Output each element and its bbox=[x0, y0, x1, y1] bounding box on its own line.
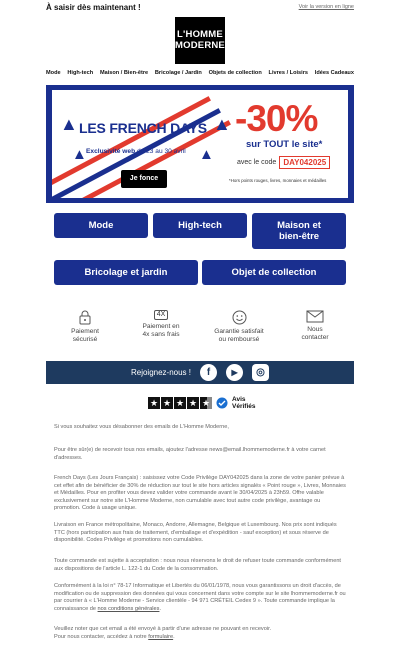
noreply-text: Veuillez noter que cet email a été envoyé à partir d'une adresse ne pouvant en recevoir. bbox=[54, 626, 272, 632]
social-label: Rejoignez-nous ! bbox=[130, 368, 192, 377]
avis-verifies-icon bbox=[216, 397, 228, 409]
lock-icon bbox=[79, 310, 91, 325]
web-version-link[interactable]: Voir la version en ligne bbox=[298, 4, 354, 10]
feature-secure-payment bbox=[60, 310, 110, 344]
order-acceptance-terms: Toute commande est sujette à acceptation : nous nous réservons le droit de refuser toute commande conformément aux dispositions de l'article L. 122-1 du Code de la consommation. bbox=[54, 558, 341, 572]
promo-code-prefix: avec le code bbox=[237, 159, 277, 166]
youtube-icon[interactable]: ▶ bbox=[226, 364, 243, 381]
feature-satisfaction-line1: Garantie satisfait bbox=[214, 328, 264, 335]
nav-item-cadeaux[interactable]: Idées Cadeaux bbox=[314, 70, 354, 76]
privacy-terms bbox=[54, 583, 346, 613]
avis-verifies-label bbox=[232, 396, 256, 410]
whitelist-text: Pour être sûr(e) de recevoir tous nos emails, ajoutez l'adresse news@email.lhommemoderne.fr à votre carnet d'adresses. bbox=[54, 447, 326, 461]
discount-scope: sur TOUT le site* bbox=[246, 139, 323, 150]
top-bar bbox=[0, 0, 400, 16]
banner-subtitle-bold: Exclusivité web bbox=[86, 148, 136, 155]
feature-satisfaction bbox=[209, 310, 269, 344]
feature-satisfaction-line2: ou remboursé bbox=[218, 336, 260, 343]
unsubscribe-text[interactable]: Si vous souhaitez vous désabonner des emails de L'Homme Moderne, bbox=[54, 424, 229, 430]
banner-title: LES FRENCH DAYS bbox=[79, 120, 207, 136]
smiley-icon bbox=[232, 310, 247, 325]
4x-payment-icon: 4X bbox=[154, 310, 169, 320]
feature-secure-line2: sécurisé bbox=[72, 336, 98, 343]
mail-icon bbox=[306, 310, 324, 323]
promo-code: DAY042025 bbox=[279, 156, 330, 169]
conditions-link[interactable]: nos conditions générales bbox=[97, 605, 160, 612]
star-icon: ★ bbox=[188, 398, 198, 408]
brand-logo[interactable] bbox=[175, 17, 225, 64]
promo-code-line bbox=[237, 156, 330, 169]
feature-contact-line1: Nous bbox=[307, 326, 323, 333]
contact-form-link[interactable]: formulaire bbox=[148, 633, 174, 640]
feature-4x-line2: 4x sans frais bbox=[142, 331, 180, 338]
nav-item-maison[interactable]: Maison / Bien-être bbox=[99, 70, 149, 76]
eiffel-tower-icon-small: ▲ bbox=[72, 146, 87, 163]
category-button-bricolage[interactable]: Bricolage et jardin bbox=[54, 260, 198, 285]
feature-contact[interactable] bbox=[293, 310, 337, 342]
eiffel-tower-icon-right: ▲ bbox=[213, 114, 231, 134]
category-button-high-tech[interactable]: High-tech bbox=[153, 213, 247, 238]
delivery-terms: Livraison en France métropolitaine, Monaco, Andorre, Allemagne, Belgique et Luxembourg. Nos prix sont indiqués TTC (hors participation aux frais de traitement, d'emballage et d'expédition - sauf exception) et sous réserve de disponibilité. Codes Privilège et promotions non cumulables. bbox=[54, 522, 337, 544]
privacy-text: Conformément à la loi n° 78-17 Informatique et Libertés du 06/01/1978, nous vous garantissons un droit d'accès, de modification ou de suppression des données qui vous concernent dans votre compte sur le site lhommemoderne.fr ou par courrier à « L'Homme Moderne - Service clientèle - 94 971 CRÉTEIL Cedex 9 ». Toute commande implique la connaissance de bbox=[54, 583, 346, 612]
instagram-icon[interactable]: ◎ bbox=[252, 364, 269, 381]
social-bar bbox=[46, 361, 354, 384]
nav-item-livres[interactable]: Livres / Loisirs bbox=[268, 70, 309, 76]
logo-line-2: MODERNE bbox=[175, 40, 225, 51]
nav-item-bricolage[interactable]: Bricolage / Jardin bbox=[154, 70, 202, 76]
contact-line bbox=[54, 634, 346, 642]
rating-stars bbox=[148, 397, 212, 409]
reviews-badge[interactable] bbox=[148, 396, 256, 410]
star-icon: ★ bbox=[162, 398, 172, 408]
banner-fine-print: *Hors points rouges, livres, monnaies et médailles bbox=[229, 178, 327, 183]
category-button-objet-collection[interactable]: Objet de collection bbox=[202, 260, 346, 285]
star-icon: ★ bbox=[149, 398, 159, 408]
feature-4x-payment bbox=[136, 310, 186, 339]
avis-line1: Avis bbox=[232, 396, 246, 403]
eiffel-tower-icon-small-right: ▲ bbox=[199, 146, 214, 163]
category-button-mode[interactable]: Mode bbox=[54, 213, 148, 238]
avis-line2: Vérifiés bbox=[232, 403, 256, 410]
star-icon: ★ bbox=[175, 398, 185, 408]
facebook-icon[interactable]: f bbox=[200, 364, 217, 381]
nav-item-objets[interactable]: Objets de collection bbox=[208, 70, 262, 76]
nav-item-high-tech[interactable]: High-tech bbox=[67, 70, 94, 76]
discount-percent: -30% bbox=[235, 98, 318, 139]
je-fonce-button[interactable]: Je fonce bbox=[121, 170, 167, 188]
feature-contact-line2: contacter bbox=[301, 334, 329, 341]
noreply-notice bbox=[54, 626, 346, 641]
nav-item-mode[interactable]: Mode bbox=[46, 70, 61, 76]
banner-subtitle bbox=[86, 148, 186, 155]
contact-text: Pour nous contacter, accédez à notre bbox=[54, 633, 149, 640]
contact-end: . bbox=[173, 633, 175, 640]
logo-line-1: L'HOMME bbox=[177, 29, 223, 40]
privacy-end: . bbox=[159, 605, 161, 612]
category-button-maison[interactable]: Maison et bien-être bbox=[252, 213, 346, 249]
star-icon-half: ★ bbox=[201, 398, 211, 408]
teaser-text: À saisir dès maintenant ! bbox=[46, 3, 141, 12]
eiffel-tower-icon: ▲ bbox=[60, 114, 78, 134]
top-nav bbox=[46, 70, 354, 80]
banner-subtitle-rest: du 23 au 30 avril bbox=[135, 148, 186, 155]
feature-4x-line1: Paiement en bbox=[142, 323, 180, 330]
feature-secure-line1: Paiement bbox=[71, 328, 99, 335]
french-days-terms: French Days (Les Jours Français) : saisissez votre Code Privilège DAY042025 dans la zone de votre panier prévue à cet effet afin de bénéficier de 30% de réduction sur tout le site hors articles signalés « Point rouge », Livres, Monnaies et Médailles. Pour en profiter vous devez valider votre commande avant le 30/04/2025 à 23h59. Offre valable exclusivement sur notre site L'Homme Moderne, non cumulable avec tout autre code privilège, avantage ou promotion. Code à usage unique. bbox=[54, 475, 346, 512]
